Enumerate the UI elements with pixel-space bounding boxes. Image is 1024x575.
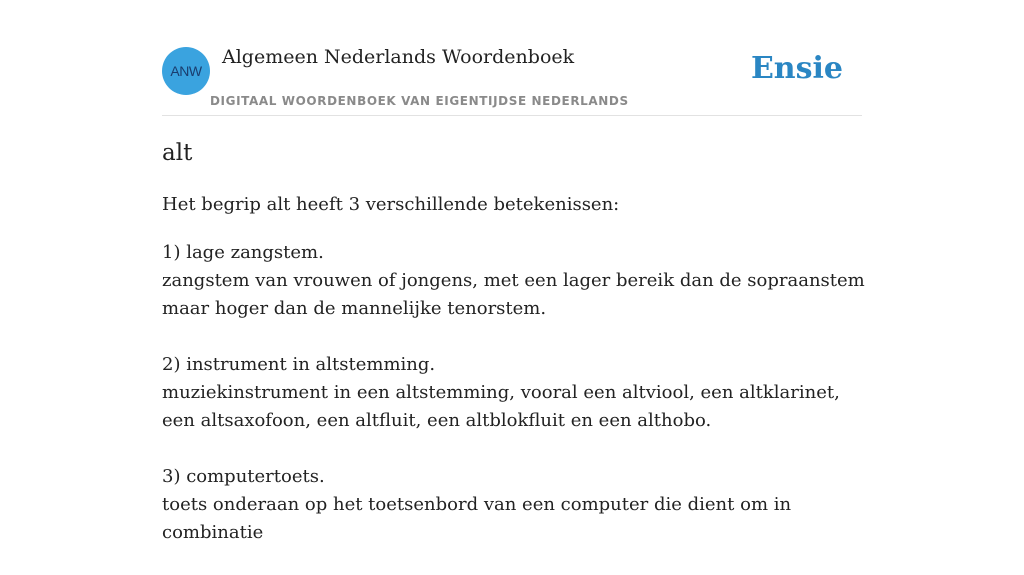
meaning-definition: muziekinstrument in een altstemming, vooral een altviool, een altklarinet, een altsaxofoon, een altfluit, een altblokfluit en een althobo.: [162, 382, 840, 431]
site-title[interactable]: Algemeen Nederlands Woordenboek: [222, 46, 575, 68]
meaning-item: [162, 351, 872, 435]
meaning-definition: zangstem van vrouwen of jongens, met een lager bereik dan de sopraanstem maar hoger dan de mannelijke tenorstem.: [162, 270, 865, 319]
content-container: [162, 0, 865, 543]
entry-intro: Het begrip alt heeft 3 verschillende betekenissen:: [162, 194, 620, 215]
meaning-heading: 3) computertoets.: [162, 466, 325, 487]
site-subtitle: DIGITAAL WOORDENBOEK VAN EIGENTIJDSE NEDERLANDS: [210, 94, 629, 108]
ensie-brand-link[interactable]: Ensie: [750, 51, 843, 86]
anw-logo[interactable]: [162, 47, 210, 95]
meaning-definition: toets onderaan op het toetsenbord van een computer die dient om in combinatie: [162, 494, 792, 543]
site-header: [162, 0, 862, 116]
meanings-list: [162, 239, 872, 575]
meaning-heading: 1) lage zangstem.: [162, 242, 324, 263]
meaning-heading: 2) instrument in altstemming.: [162, 354, 436, 375]
entry-term: alt: [162, 140, 193, 166]
meaning-item: [162, 239, 872, 323]
logo-text: ANW: [170, 63, 202, 79]
meaning-item: [162, 463, 872, 547]
